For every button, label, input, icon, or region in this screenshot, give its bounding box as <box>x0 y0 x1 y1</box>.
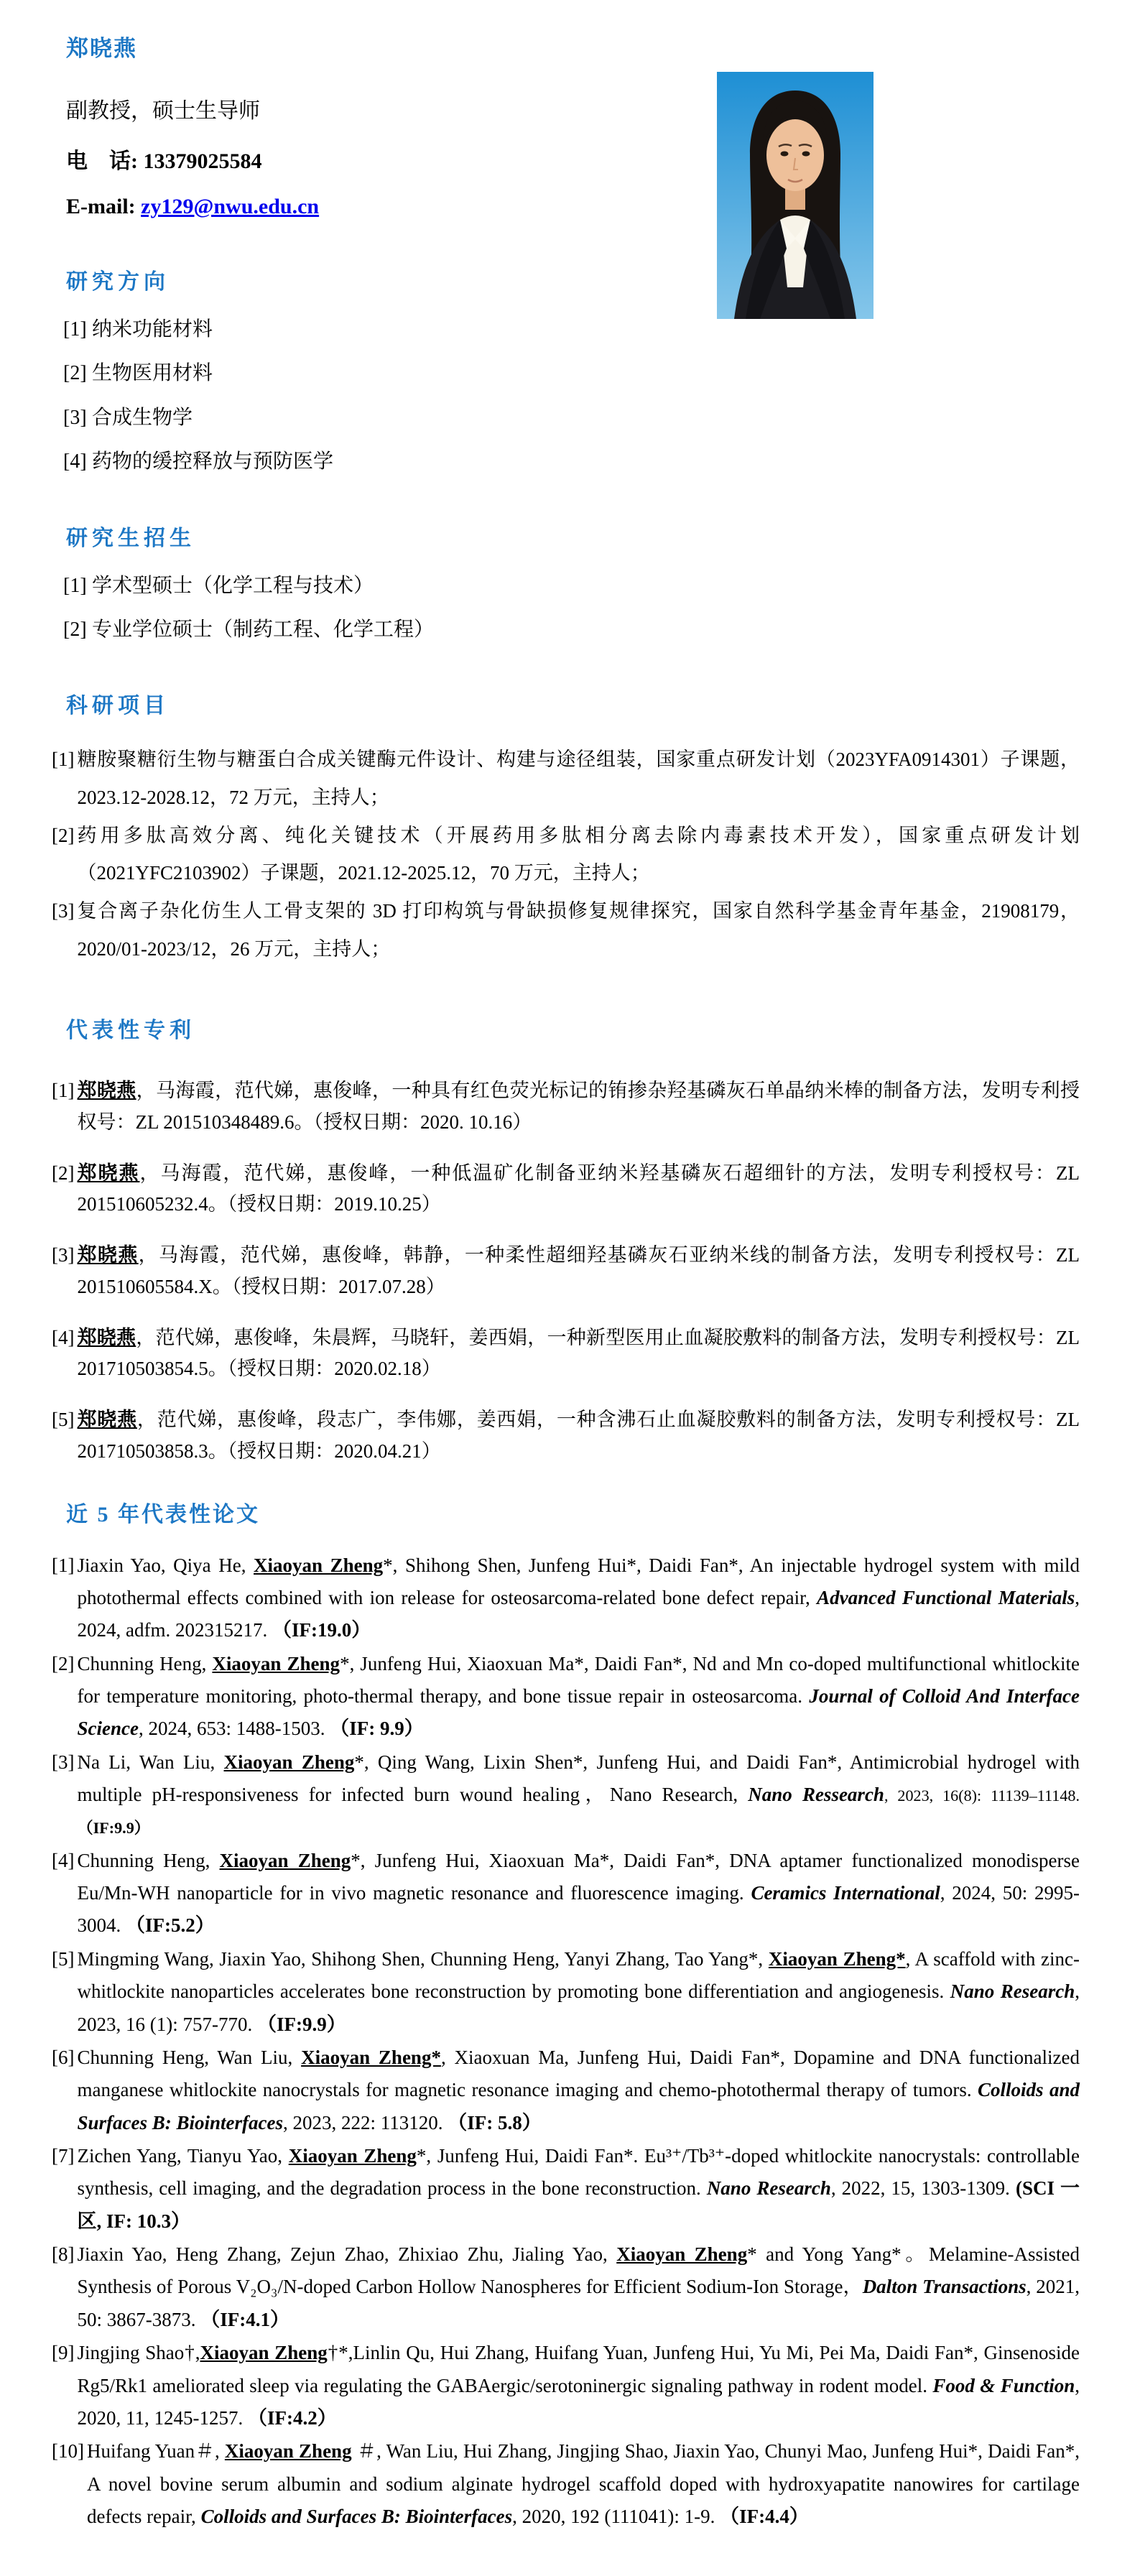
item-text: 复合离子杂化仿生人工骨支架的 3D 打印构筑与骨缺损修复规律探究，国家自然科学基金青年基金，21908179，2020/01-2023/12，26 万元，主持人； <box>77 899 1080 960</box>
project-item <box>52 817 1080 892</box>
item-number: [4] <box>52 1849 75 1871</box>
item-text: 药用多肽高效分离、纯化关键技术（开展药用多肽相分离去除内毒素技术开发），国家重点研发计划（2021YFC2103902）子课题，2021.12-2025.12，70 万元，主持人； <box>77 824 1080 884</box>
phone-number: 13379025584 <box>143 149 262 173</box>
patent-item <box>52 1075 1080 1138</box>
list-item <box>63 361 1080 386</box>
item-number: [2] <box>52 824 75 846</box>
item-text: 生物医用材料 <box>92 362 213 385</box>
item-text: 郑晓燕，范代娣，惠俊峰，段志广，李伟娜，姜西娟，一种含沸石止血凝胶敷料的制备方法，发明专利授权号：ZL 201710503858.3。（授权日期：2020.04.21） <box>77 1409 1080 1462</box>
email-row <box>66 195 1080 219</box>
phone-row <box>66 143 1080 175</box>
item-text: Na Li, Wan Liu, Xiaoyan Zheng*, Qing Wang, Lixin Shen*, Junfeng Hui, and Daidi Fan*, Antimicrobial hydrogel with multiple pH-responsiveness for infected burn wound healing，Nano Research, Nano Ressearch, 2023, 16(8): 11139–11148. （IF:9.9） <box>77 1751 1080 1838</box>
item-number: [5] <box>52 1947 75 1970</box>
section-heading-research-directions: 研究方向 <box>66 270 170 294</box>
item-text: Huifang Yuan＃, Xiaoyan Zheng ＃, Wan Liu, Hui Zhang, Jingjing Shao, Jiaxin Yao, Chunyi Mao, Junfeng Hui*, Daidi Fan*, A novel bovine serum albumin and sodium alginate hydrogel scaffold doped with hydroxyapatite nanowires for cartilage defects repair, Colloids and Surfaces B: Biointerfaces, 2020, 192 (111041): 1-9. （IF:4.4） <box>86 2440 1080 2527</box>
patent-item <box>52 1404 1080 1467</box>
list-item <box>63 573 1080 599</box>
project-item <box>52 741 1080 816</box>
item-number: [1] <box>63 574 87 597</box>
project-item <box>52 892 1080 968</box>
profile-photo <box>717 72 873 319</box>
item-number: [10] <box>52 2440 84 2463</box>
publication-item <box>52 1746 1080 1844</box>
publication-item <box>52 2140 1080 2238</box>
section-heading-graduate-admissions: 研究生招生 <box>66 526 195 550</box>
item-text: 郑晓燕，范代娣，惠俊峰，朱晨辉，马晓轩，姜西娟，一种新型医用止血凝胶敷料的制备方法，发明专利授权号：ZL 201710503854.5。（授权日期：2020.02.18） <box>77 1326 1080 1380</box>
item-number: [4] <box>63 450 87 473</box>
item-number: [4] <box>52 1326 75 1348</box>
patent-item <box>52 1322 1080 1385</box>
email-label: E-mail: <box>66 195 136 218</box>
list-item <box>63 405 1080 431</box>
list-item <box>63 449 1080 475</box>
publication-item <box>52 2337 1080 2434</box>
patent-item <box>52 1240 1080 1302</box>
item-number: [1] <box>52 1080 75 1102</box>
item-text: Jiaxin Yao, Heng Zhang, Zejun Zhao, Zhixiao Zhu, Jialing Yao, Xiaoyan Zheng* and Yong Yang*。Melamine-Assisted Synthesis of Porous V₂O₃/N-doped Carbon Hollow Nanospheres for Efficient Sodium-Ion Storage，Dalton Transactions, 2021, 50: 3867-3873. （IF:4.1） <box>77 2243 1080 2330</box>
publication-item <box>52 1943 1080 2041</box>
item-text: 专业学位硕士（制药工程、化学工程） <box>92 618 435 641</box>
item-text: Mingming Wang, Jiaxin Yao, Shihong Shen, Chunning Heng, Yanyi Zhang, Tao Yang*, Xiaoyan Zheng*, A scaffold with zinc-whitlockite nanoparticles accelerates bone reconstruction by promoting bone differentiation and angiogenesis. Nano Research, 2023, 16 (1): 757-770. （IF:9.9） <box>77 1947 1080 2035</box>
portrait-illustration <box>717 72 873 319</box>
person-name: 郑晓燕 <box>66 36 137 61</box>
profile-header <box>52 30 1080 219</box>
section-heading-publications: 近 5 年代表性论文 <box>66 1502 260 1526</box>
patent-item <box>52 1158 1080 1220</box>
publication-item <box>52 1648 1080 1746</box>
phone-label: 电 话: <box>66 149 138 173</box>
item-text: Jingjing Shao†,Xiaoyan Zheng†*,Linlin Qu, Hui Zhang, Huifang Yuan, Junfeng Hui, Yu Mi, Pei Ma, Daidi Fan*, Ginsenoside Rg5/Rk1 ameliorated sleep via regulating the GABAergic/serotoninergic signaling pathway in rodent model. Food & Function, 2020, 11, 1245-1257. （IF:4.2） <box>77 2342 1080 2429</box>
item-text: 合成生物学 <box>92 406 193 429</box>
item-number: [2] <box>63 362 87 385</box>
item-number: [1] <box>63 318 87 340</box>
section-heading-research-projects: 科研项目 <box>66 694 170 718</box>
item-number: [3] <box>52 899 75 922</box>
item-number: [6] <box>52 2046 75 2068</box>
item-number: [2] <box>52 1652 75 1674</box>
publication-item <box>52 2435 1080 2533</box>
item-text: Chunning Heng, Wan Liu, Xiaoyan Zheng*, Xiaoxuan Ma, Junfeng Hui, Daidi Fan*, Dopamine and DNA functionalized manganese whitlockite nanocrystals for magnetic resonance imaging and chemo-photothermal therapy of tumors. Colloids and Surfaces B: Biointerfaces, 2023, 222: 113120. （IF: 5.8） <box>77 2046 1080 2133</box>
item-number: [3] <box>52 1244 75 1266</box>
person-title: 副教授，硕士生导师 <box>66 99 260 123</box>
item-text: Zichen Yang, Tianyu Yao, Xiaoyan Zheng*, Junfeng Hui, Daidi Fan*. Eu³⁺/Tb³⁺-doped whitlockite nanocrystals: controllable synthesis, cell imaging, and the degradation process in the bone reconstruction. Nano Research, 2022, 15, 1303-1309. (SCI 一区, IF: 10.3） <box>77 2145 1080 2232</box>
item-number: [1] <box>52 749 75 771</box>
publication-item <box>52 2042 1080 2139</box>
item-text: Jiaxin Yao, Qiya He, Xiaoyan Zheng*, Shihong Shen, Junfeng Hui*, Daidi Fan*, An injectable hydrogel system with mild photothermal effects combined with ion release for osteosarcoma-related bone defect repair, Advanced Functional Materials, 2024, adfm. 202315217. （IF:19.0） <box>77 1554 1080 1641</box>
section-research-projects <box>52 687 1080 968</box>
item-number: [1] <box>52 1554 75 1576</box>
publication-item <box>52 1845 1080 1942</box>
item-number: [8] <box>52 2243 75 2266</box>
item-text: 郑晓燕，马海霞，范代娣，惠俊峰，韩静，一种柔性超细羟基磷灰石亚纳米线的制备方法，发明专利授权号：ZL 201510605584.X。（授权日期：2017.07.28） <box>77 1244 1080 1297</box>
list-item <box>63 617 1080 643</box>
section-heading-patents: 代表性专利 <box>66 1019 195 1043</box>
item-text: 郑晓燕，马海霞，范代娣，惠俊峰，一种低温矿化制备亚纳米羟基磷灰石超细针的方法，发明专利授权号：ZL 201510605232.4。（授权日期：2019.10.25） <box>77 1162 1080 1215</box>
publication-item <box>52 1549 1080 1647</box>
item-text: Chunning Heng, Xiaoyan Zheng*, Junfeng Hui, Xiaoxuan Ma*, Daidi Fan*, DNA aptamer functionalized monodisperse Eu/Mn-WH nanoparticle for in vivo magnetic resonance and fluorescence imaging. Ceramics International, 2024, 50: 2995-3004. （IF:5.2） <box>77 1849 1080 1937</box>
item-text: Chunning Heng, Xiaoyan Zheng*, Junfeng Hui, Xiaoxuan Ma*, Daidi Fan*, Nd and Mn co-doped multifunctional whitlockite for temperature monitoring, photo-thermal therapy, and bone tissue repair in osteosarcoma. Journal of Colloid And Interface Science, 2024, 653: 1488-1503. （IF: 9.9） <box>77 1652 1080 1740</box>
item-text: 纳米功能材料 <box>92 318 213 340</box>
item-text: 糖胺聚糖衍生物与糖蛋白合成关键酶元件设计、构建与途径组装，国家重点研发计划（2023YFA0914301）子课题，2023.12-2028.12，72 万元，主持人； <box>77 749 1080 808</box>
item-number: [2] <box>52 1162 75 1184</box>
section-research-directions <box>52 264 1080 476</box>
item-number: [2] <box>63 618 87 641</box>
item-number: [3] <box>63 406 87 429</box>
item-number: [7] <box>52 2145 75 2167</box>
item-number: [9] <box>52 2342 75 2364</box>
item-text: 学术型硕士（化学工程与技术） <box>92 574 374 597</box>
section-patents <box>52 1012 1080 1467</box>
list-item <box>63 317 1080 343</box>
item-text: 郑晓燕，马海霞，范代娣，惠俊峰，一种具有红色荧光标记的铕掺杂羟基磷灰石单晶纳米棒的制备方法，发明专利授权号：ZL 201510348489.6。（授权日期：2020. 10.16） <box>77 1080 1080 1133</box>
item-text: 药物的缓控释放与预防医学 <box>92 450 334 473</box>
section-graduate-admissions <box>52 520 1080 644</box>
item-number: [5] <box>52 1409 75 1431</box>
email-link[interactable]: zy129@nwu.edu.cn <box>141 195 320 218</box>
section-publications <box>52 1496 1080 2534</box>
publication-item <box>52 2238 1080 2336</box>
item-number: [3] <box>52 1751 75 1773</box>
